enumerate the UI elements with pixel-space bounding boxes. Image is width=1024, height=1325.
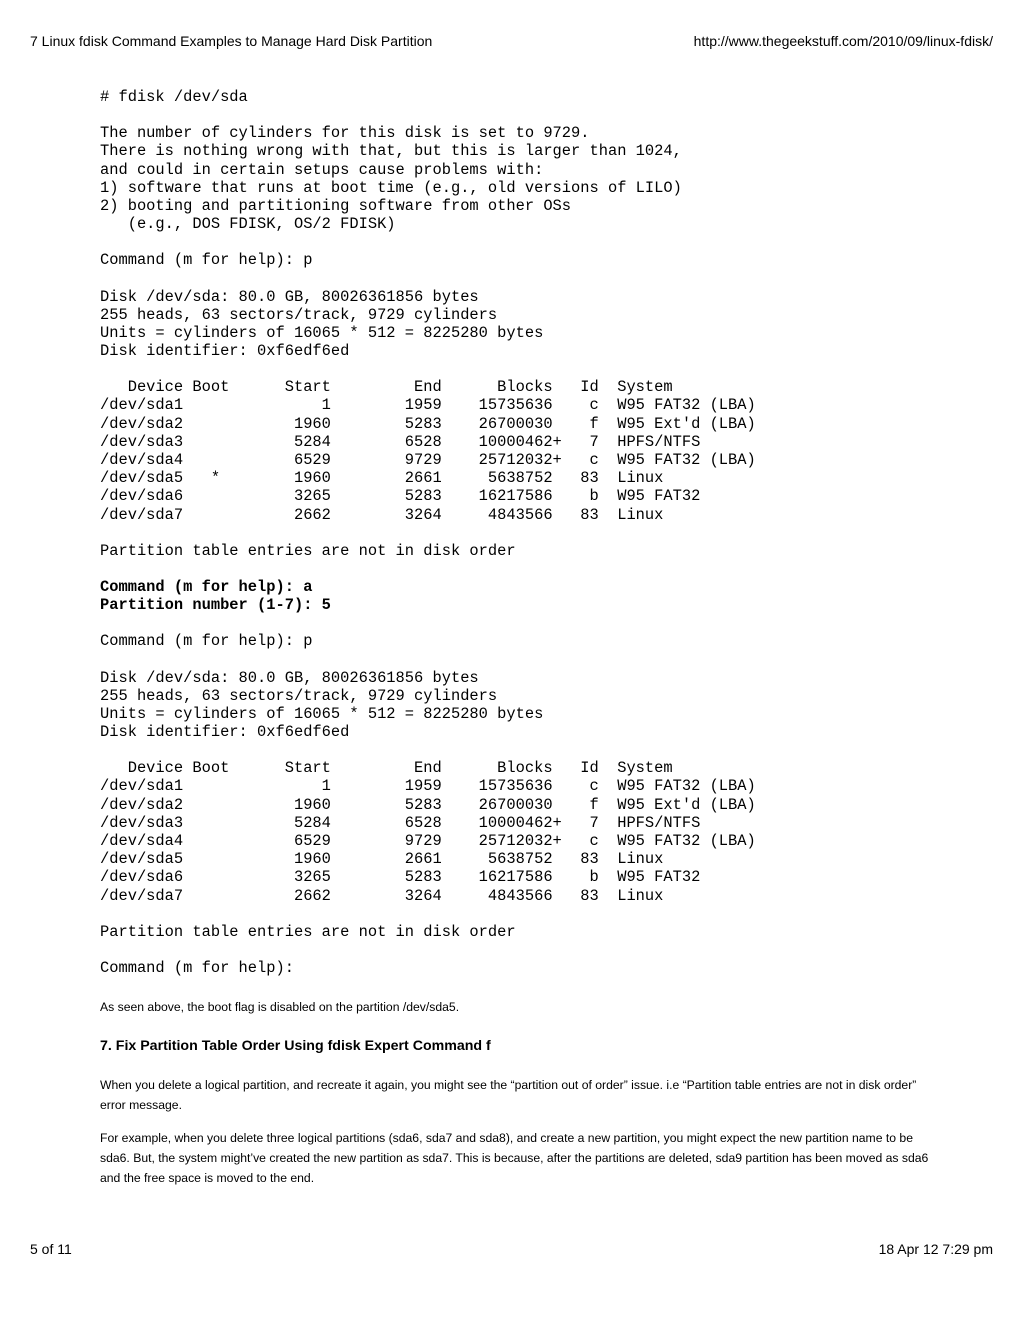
page-number: 5 of 11 [30, 1241, 72, 1257]
terminal-line: Command (m for help): p [100, 632, 313, 651]
terminal-line: Partition table entries are not in disk order [100, 541, 516, 560]
terminal-line: /dev/sda6 3265 5283 16217586 b W95 FAT32 [100, 868, 701, 887]
terminal-line: Units = cylinders of 16065 * 512 = 8225280 bytes [100, 704, 544, 723]
blank-line [100, 106, 930, 124]
blank-line [100, 614, 930, 632]
terminal-line: 255 heads, 63 sectors/track, 9729 cylinders [100, 305, 498, 324]
blank-line [100, 524, 930, 542]
blank-line [100, 560, 930, 578]
terminal-line: The number of cylinders for this disk is set to 9729. [100, 124, 590, 143]
terminal-line: /dev/sda1 1 1959 15735636 c W95 FAT32 (LBA) [100, 777, 756, 796]
terminal-line: /dev/sda6 3265 5283 16217586 b W95 FAT32 [100, 487, 701, 506]
terminal-output [100, 88, 930, 977]
terminal-line: /dev/sda7 2662 3264 4843566 83 Linux [100, 505, 664, 524]
terminal-line: 1) software that runs at boot time (e.g., old versions of LILO) [100, 178, 682, 197]
terminal-line: /dev/sda5 * 1960 2661 5638752 83 Linux [100, 469, 664, 488]
terminal-line: /dev/sda2 1960 5283 26700030 f W95 Ext'd (LBA) [100, 795, 756, 814]
blank-line [100, 741, 930, 759]
terminal-line: 2) booting and partitioning software from other OSs [100, 196, 572, 215]
terminal-line: Partition table entries are not in disk order [100, 922, 516, 941]
terminal-line: and could in certain setups cause problems with: [100, 160, 544, 179]
terminal-line: /dev/sda3 5284 6528 10000462+ 7 HPFS/NTFS [100, 813, 701, 832]
terminal-line: # fdisk /dev/sda [100, 88, 248, 106]
section-heading: 7. Fix Partition Table Order Using fdisk Expert Command f [100, 1038, 491, 1055]
terminal-line: Command (m for help): p [100, 251, 313, 270]
page-footer [30, 1239, 993, 1259]
terminal-line: Disk identifier: 0xf6edf6ed [100, 342, 350, 361]
terminal-line: There is nothing wrong with that, but this is larger than 1024, [100, 142, 682, 161]
print-timestamp: 18 Apr 12 7:29 pm [878, 1241, 993, 1257]
terminal-line: /dev/sda3 5284 6528 10000462+ 7 HPFS/NTFS [100, 432, 701, 451]
terminal-line: /dev/sda4 6529 9729 25712032+ c W95 FAT32 (LBA) [100, 451, 756, 469]
terminal-line: Disk /dev/sda: 80.0 GB, 80026361856 bytes [100, 668, 479, 687]
terminal-line: Command (m for help): [100, 958, 294, 977]
terminal-line: Device Boot Start End Blocks Id System [100, 759, 673, 778]
blank-line [100, 270, 930, 288]
terminal-line: Command (m for help): a [100, 577, 313, 596]
terminal-line: Units = cylinders of 16065 * 512 = 8225280 bytes [100, 323, 544, 342]
terminal-line: /dev/sda2 1960 5283 26700030 f W95 Ext'd (LBA) [100, 414, 756, 433]
section-paragraph: For example, when you delete three logical partitions (sda6, sda7 and sda8), and create a new partition, you might expect the new partition name to be sda6. But, the system might’ve created the new partition as sda7. This is because, after the partitions are deleted, sda9 partition has been moved as sda6 and the free space is moved to the end. [100, 1131, 929, 1186]
page-header-url[interactable]: http://www.thegeekstuff.com/2010/09/linux-fdisk/ [693, 33, 993, 49]
terminal-line: Partition number (1-7): 5 [100, 596, 331, 615]
blank-line [100, 360, 930, 378]
blank-line [100, 233, 930, 251]
section-paragraph: When you delete a logical partition, and recreate it again, you might see the “partition out of order” issue. i.e “Partition table entries are not in disk order” error message. [100, 1078, 917, 1113]
page-header-title: 7 Linux fdisk Command Examples to Manage Hard Disk Partition [30, 33, 433, 49]
blank-line [100, 651, 930, 669]
terminal-line: Disk identifier: 0xf6edf6ed [100, 723, 350, 742]
terminal-line: /dev/sda5 1960 2661 5638752 83 Linux [100, 850, 664, 869]
page-header [30, 31, 993, 51]
terminal-line: Disk /dev/sda: 80.0 GB, 80026361856 bytes [100, 287, 479, 306]
boot-flag-note: As seen above, the boot flag is disabled on the partition /dev/sda5. [100, 1000, 460, 1015]
blank-line [100, 941, 930, 959]
terminal-line: /dev/sda1 1 1959 15735636 c W95 FAT32 (LBA) [100, 396, 756, 415]
terminal-line: /dev/sda4 6529 9729 25712032+ c W95 FAT32 (LBA) [100, 832, 756, 850]
terminal-line: /dev/sda7 2662 3264 4843566 83 Linux [100, 886, 664, 905]
blank-line [100, 905, 930, 923]
terminal-line: 255 heads, 63 sectors/track, 9729 cylinders [100, 686, 498, 705]
terminal-line: Device Boot Start End Blocks Id System [100, 378, 673, 397]
terminal-line: (e.g., DOS FDISK, OS/2 FDISK) [100, 215, 396, 234]
article-content [100, 88, 930, 1188]
